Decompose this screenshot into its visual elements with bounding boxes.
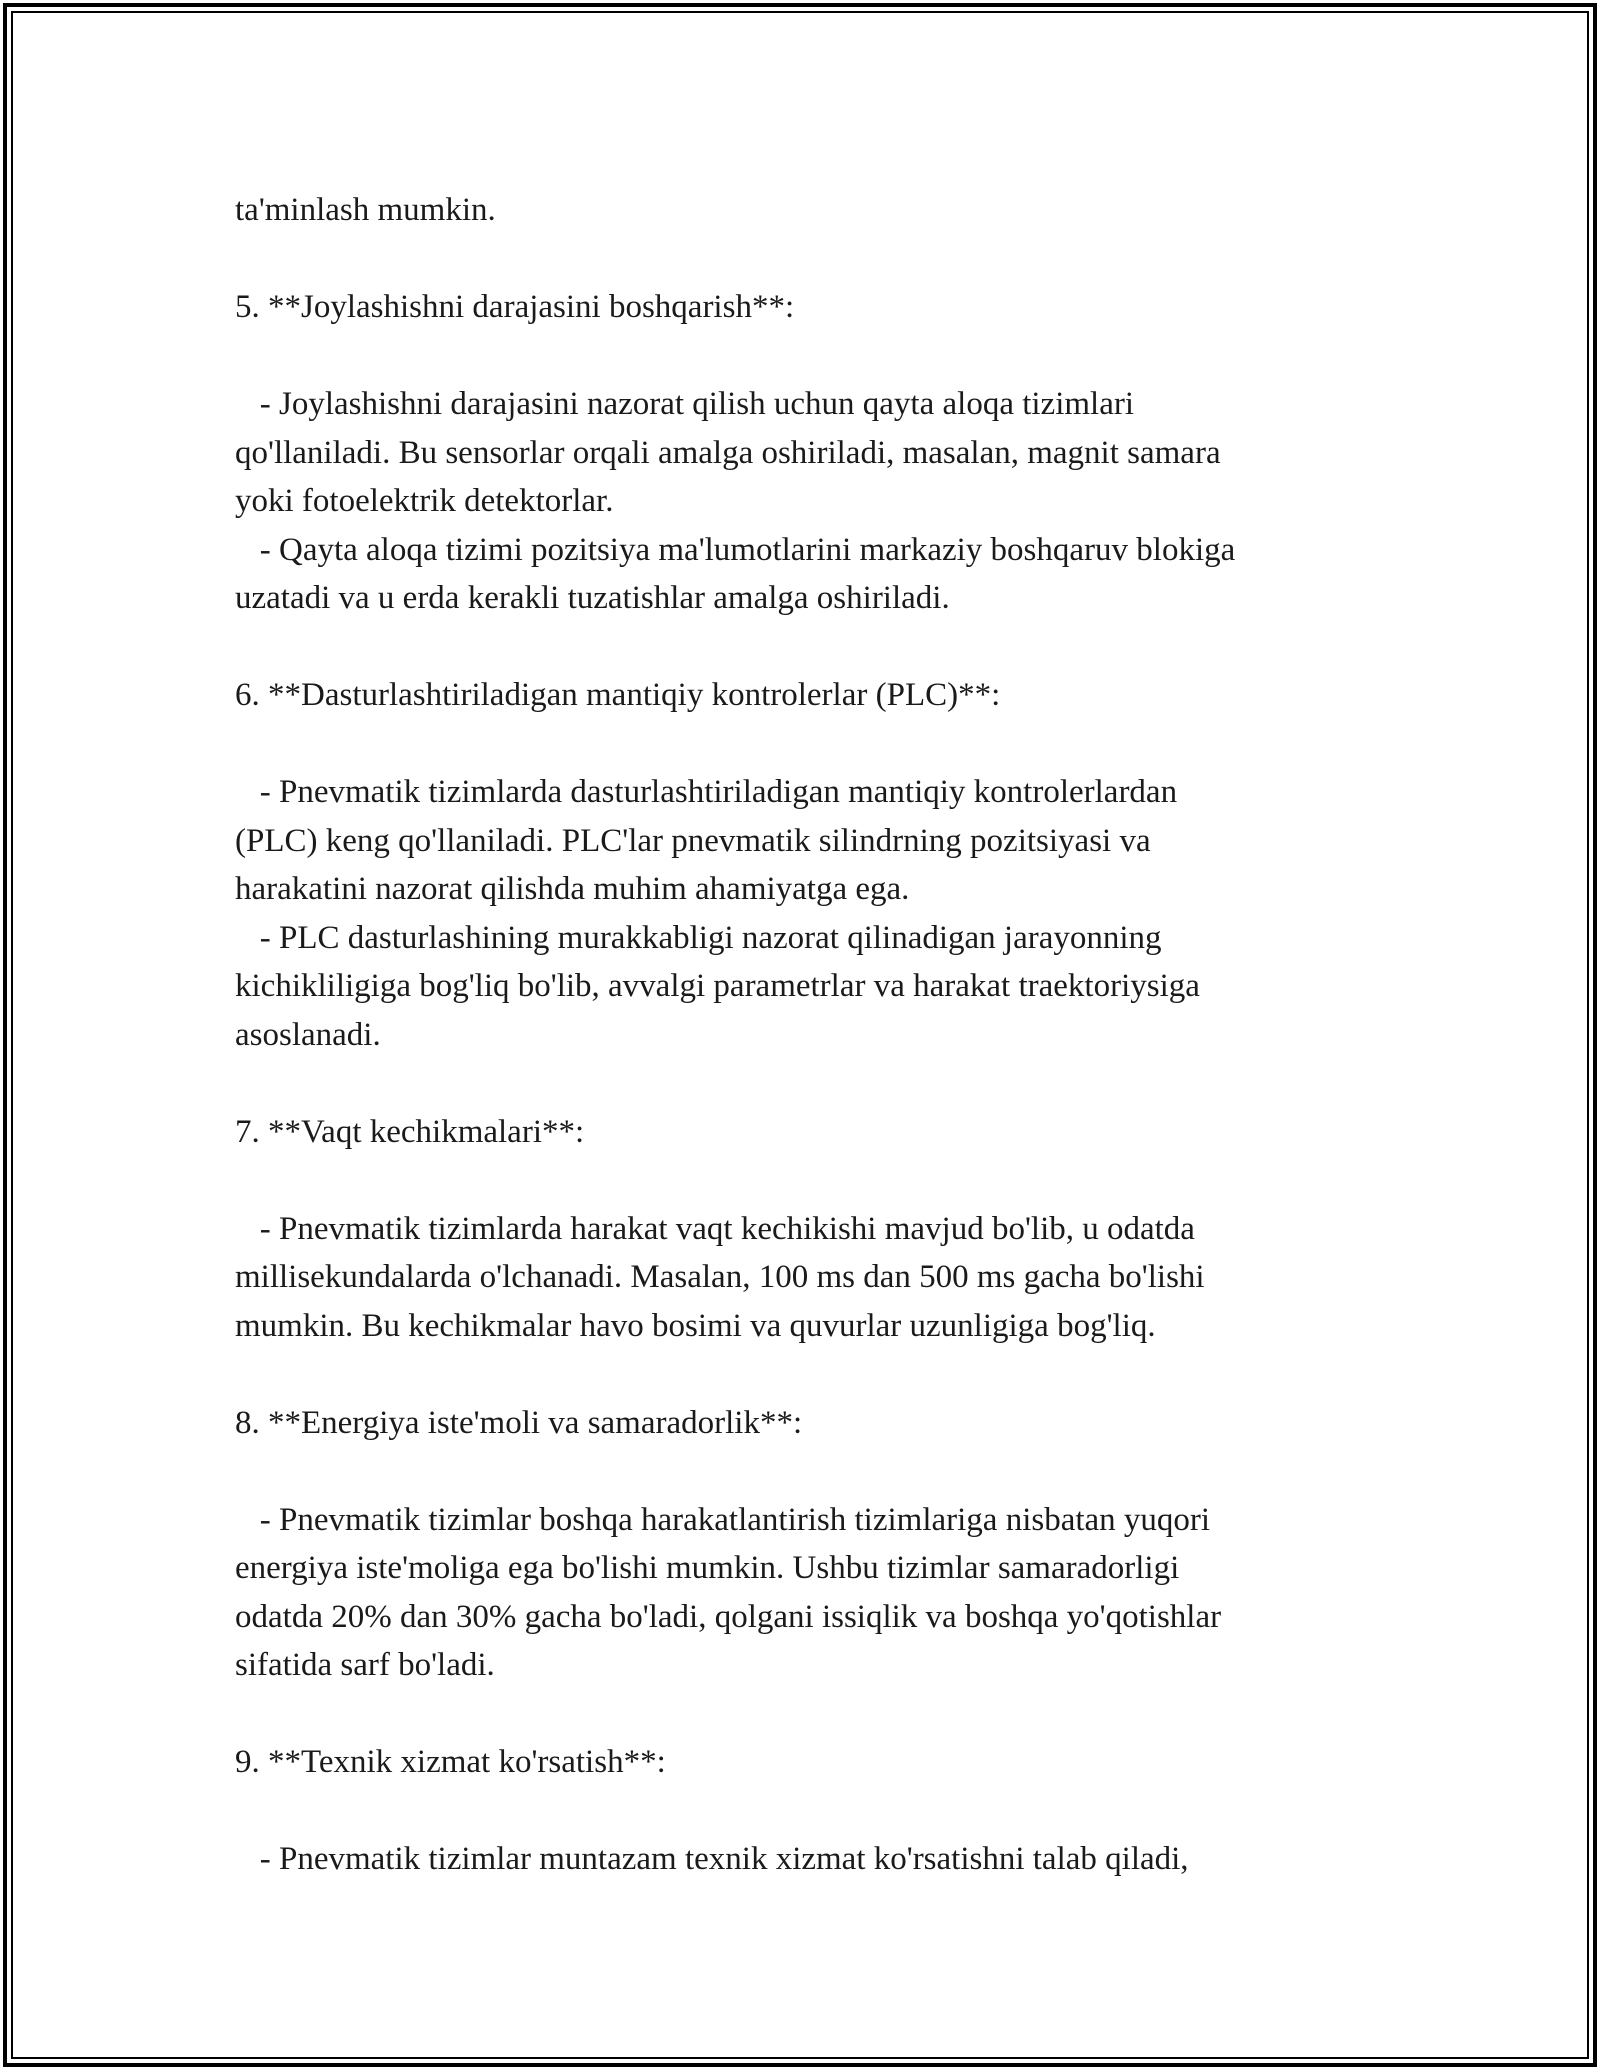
- text-line: - Pnevmatik tizimlar boshqa harakatlantirish tizimlariga nisbatan yuqori: [235, 1501, 1211, 1538]
- section-heading: 6. **Dasturlashtiriladigan mantiqiy kontrolerlar (PLC)**:: [235, 677, 1001, 713]
- text-line: asoslanadi.: [235, 1016, 381, 1053]
- text-line: harakatini nazorat qilishda muhim ahamiyatga ega.: [235, 871, 910, 907]
- section-heading: 8. **Energiya iste'moli va samaradorlik**:: [235, 1404, 803, 1441]
- text-line: kichikliligiga bog'liq bo'lib, avvalgi parametrlar va harakat traektoriysiga: [235, 968, 1200, 1004]
- section-heading: 7. **Vaqt kechikmalari**:: [235, 1113, 585, 1150]
- blank-line: [235, 1059, 1375, 1108]
- section-heading: 9. **Texnik xizmat ko'rsatish**:: [235, 1744, 666, 1780]
- text-line: - PLC dasturlashining murakkabligi nazorat qilinadigan jarayonning: [235, 919, 1162, 956]
- text-line: qo'llaniladi. Bu sensorlar orqali amalga oshiriladi, masalan, magnit samara: [235, 434, 1221, 471]
- text-line: - Pnevmatik tizimlarda harakat vaqt kechikishi mavjud bo'lib, u odatda: [235, 1210, 1195, 1247]
- text-line: - Qayta aloqa tizimi pozitsiya ma'lumotlarini markaziy boshqaruv blokiga: [235, 531, 1236, 568]
- blank-line: [235, 1787, 1375, 1836]
- text-line: millisekundalarda o'lchanadi. Masalan, 100 ms dan 500 ms gacha bo'lishi: [235, 1259, 1205, 1295]
- blank-line: [235, 332, 1375, 381]
- text-line: mumkin. Bu kechikmalar havo bosimi va quvurlar uzunligiga bog'liq.: [235, 1307, 1156, 1344]
- text-line: sifatida sarf bo'ladi.: [235, 1647, 495, 1683]
- text-line: uzatadi va u erda kerakli tuzatishlar amalga oshiriladi.: [235, 580, 950, 616]
- blank-line: [235, 720, 1375, 769]
- blank-line: [235, 1447, 1375, 1496]
- text-line: - Pnevmatik tizimlarda dasturlashtiriladigan mantiqiy kontrolerlardan: [235, 774, 1178, 810]
- document-body: [235, 186, 1375, 1884]
- blank-line: [235, 1690, 1375, 1739]
- text-line: - Joylashishni darajasini nazorat qilish uchun qayta aloqa tizimlari: [235, 386, 1135, 422]
- text-line: odatda 20% dan 30% gacha bo'ladi, qolgani issiqlik va boshqa yo'qotishlar: [235, 1598, 1222, 1635]
- blank-line: [235, 235, 1375, 284]
- text-line: - Pnevmatik tizimlar muntazam texnik xizmat ko'rsatishni talab qiladi,: [235, 1841, 1189, 1877]
- blank-line: [235, 1350, 1375, 1399]
- section-heading: 5. **Joylashishni darajasini boshqarish**:: [235, 289, 795, 325]
- text-line: yoki fotoelektrik detektorlar.: [235, 483, 614, 519]
- text-line: energiya iste'moliga ega bo'lishi mumkin. Ushbu tizimlar samaradorligi: [235, 1550, 1180, 1586]
- blank-line: [235, 1156, 1375, 1205]
- text-line: (PLC) keng qo'llaniladi. PLC'lar pnevmatik silindrning pozitsiyasi va: [235, 822, 1151, 859]
- text-line: ta'minlash mumkin.: [235, 192, 496, 228]
- blank-line: [235, 623, 1375, 672]
